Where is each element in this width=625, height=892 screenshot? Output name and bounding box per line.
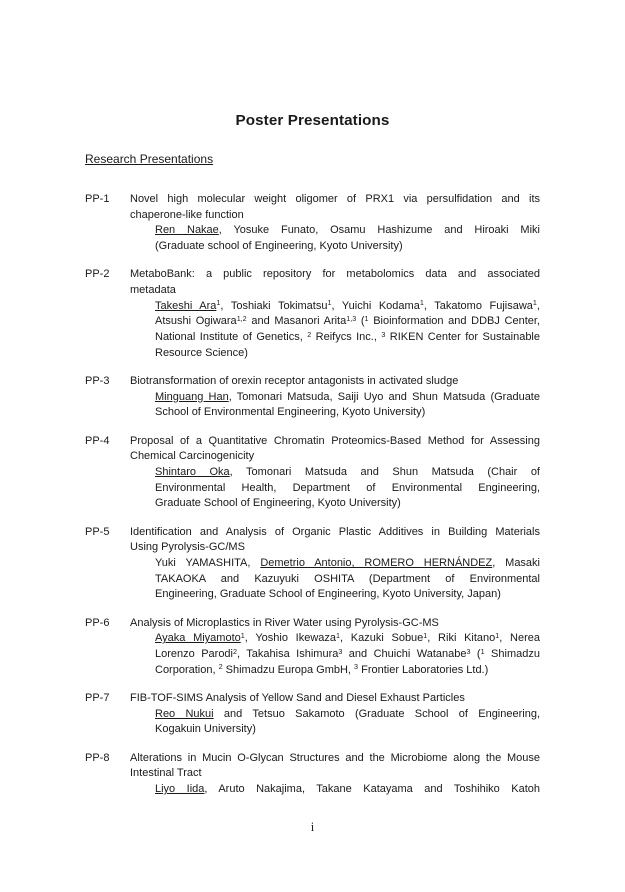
affiliation-superscript: 1 bbox=[495, 630, 500, 640]
text-segment: Resource Science) bbox=[155, 346, 248, 359]
presentation-entry bbox=[85, 374, 540, 421]
text-segment: , Yuichi Kodama bbox=[331, 299, 420, 312]
text-segment: Alterations in Mucin O-Glycan Structures and the Microbiome along the Mouse bbox=[130, 751, 540, 764]
presenter-name: Takeshi Ara bbox=[155, 299, 217, 312]
entry-author-line bbox=[155, 587, 540, 603]
presentation-body bbox=[130, 616, 540, 679]
text-segment: , Takahisa Ishimura bbox=[237, 648, 339, 661]
entry-title-line bbox=[130, 540, 540, 556]
affiliation-superscript: 3 bbox=[381, 329, 386, 339]
entry-author-line bbox=[155, 223, 540, 239]
text-segment: MetaboBank: a public repository for metabolomics data and associated bbox=[130, 268, 540, 281]
entry-author-line bbox=[155, 572, 540, 588]
presentation-id: PP-8 bbox=[85, 751, 110, 764]
page-number: i bbox=[310, 820, 315, 834]
presenter-name: Ren Nakae bbox=[155, 224, 219, 237]
text-segment: RIKEN Center for Sustainable bbox=[385, 331, 540, 344]
entry-title-line bbox=[130, 449, 540, 465]
affiliation-superscript: 1,2 bbox=[236, 313, 247, 323]
text-segment: Biotransformation of orexin receptor antagonists in activated sludge bbox=[130, 375, 459, 388]
text-segment: Shimadzu Europa GmbH, bbox=[222, 663, 355, 676]
text-segment: , Aruto Nakajima, Takane Katayama and Toshihiko Katoh bbox=[204, 783, 540, 795]
affiliation-superscript: 1 bbox=[419, 298, 424, 308]
affiliation-superscript: 1 bbox=[240, 630, 245, 640]
text-segment: Yuki YAMASHITA, bbox=[155, 557, 261, 570]
text-segment: Reifycs Inc., bbox=[311, 331, 382, 344]
text-segment: (Graduate school of Engineering, Kyoto University) bbox=[155, 240, 403, 253]
text-segment: Analysis of Microplastics in River Water using Pyrolysis-GC-MS bbox=[130, 616, 439, 629]
presentation-title bbox=[130, 434, 540, 465]
page-title: Poster Presentations bbox=[235, 112, 390, 129]
presentation-body bbox=[130, 374, 540, 421]
entry-author-line bbox=[155, 481, 540, 497]
entry-author-line bbox=[155, 647, 540, 663]
presentation-authors bbox=[155, 707, 540, 738]
entry-title-line bbox=[130, 208, 540, 224]
text-segment: and Tetsuo Sakamoto (Graduate School of Engineering, bbox=[213, 707, 541, 720]
text-segment: Bioinformation and DDBJ Center, bbox=[368, 315, 540, 328]
text-segment: School of Environmental Engineering, Kyoto University) bbox=[155, 406, 426, 419]
text-segment: chaperone-like function bbox=[130, 208, 244, 221]
affiliation-superscript: 3 bbox=[354, 662, 359, 672]
affiliation-superscript: 2 bbox=[218, 662, 223, 672]
entry-author-line bbox=[155, 314, 540, 330]
entry-author-line bbox=[155, 405, 540, 421]
presentation-authors bbox=[155, 223, 540, 254]
entry-title-line bbox=[130, 192, 540, 208]
presenter-name: Ayaka Miyamoto bbox=[155, 632, 241, 645]
text-segment: Shimadzu bbox=[484, 648, 540, 661]
text-segment: ( bbox=[356, 315, 365, 328]
text-segment: Atsushi Ogiwara bbox=[155, 315, 237, 328]
text-segment: metadata bbox=[130, 284, 176, 297]
presentation-entry bbox=[85, 616, 540, 679]
entry-author-line bbox=[155, 496, 540, 512]
text-segment: National Institute of Genetics, bbox=[155, 331, 308, 344]
presentation-id: PP-5 bbox=[85, 525, 110, 538]
text-segment: and Masanori Arita bbox=[246, 315, 347, 328]
text-segment: FIB-TOF-SIMS Analysis of Yellow Sand and Diesel Exhaust Particles bbox=[130, 691, 465, 704]
affiliation-superscript: 1 bbox=[327, 298, 332, 308]
presentation-title bbox=[130, 525, 540, 556]
affiliation-superscript: 1 bbox=[216, 298, 221, 308]
text-segment: Intestinal Tract bbox=[130, 767, 202, 780]
text-segment: , Takatomo Fujisawa bbox=[423, 299, 533, 312]
presentation-body bbox=[130, 434, 540, 513]
presenter-name: Minguang Han bbox=[155, 390, 229, 403]
presenter-name: Demetrio Antonio, ROMERO HERNÁNDEZ bbox=[260, 557, 493, 570]
text-segment: ( bbox=[470, 648, 481, 661]
entry-author-line bbox=[155, 631, 540, 647]
presenter-name: Shintaro Oka bbox=[155, 466, 230, 479]
presentation-title bbox=[130, 374, 540, 390]
affiliation-superscript: 1 bbox=[364, 313, 369, 323]
presentation-title bbox=[130, 192, 540, 223]
presentation-authors bbox=[155, 556, 540, 603]
presentation-authors bbox=[155, 390, 540, 421]
presentation-id: PP-2 bbox=[85, 268, 110, 281]
presentation-body bbox=[130, 192, 540, 255]
affiliation-superscript: 2 bbox=[307, 329, 312, 339]
entry-title-line bbox=[130, 751, 540, 767]
entry-title-line bbox=[130, 374, 540, 390]
presentation-id: PP-3 bbox=[85, 375, 110, 388]
entry-title-line bbox=[130, 434, 540, 450]
affiliation-superscript: 1 bbox=[423, 630, 428, 640]
entry-title-line bbox=[130, 267, 540, 283]
text-segment: , Yosuke Funato, Osamu Hashizume and Hiroaki Miki bbox=[218, 224, 540, 237]
presentation-authors bbox=[155, 465, 540, 512]
presentation-entry bbox=[85, 192, 540, 255]
text-segment: , Nerea bbox=[499, 632, 540, 645]
text-segment: , Toshiaki Tokimatsu bbox=[220, 299, 328, 312]
entry-author-line bbox=[155, 707, 540, 723]
presentation-id: PP-4 bbox=[85, 434, 110, 447]
entry-author-line bbox=[155, 722, 540, 738]
text-segment: Novel high molecular weight oligomer of PRX1 via persulfidation and its bbox=[130, 193, 540, 205]
text-segment: Using Pyrolysis-GC/MS bbox=[130, 541, 245, 554]
presentation-body bbox=[130, 691, 540, 738]
entry-author-line bbox=[155, 299, 540, 315]
text-segment: , Tomonari Matsuda and Shun Matsuda (Chair of bbox=[229, 466, 540, 479]
text-segment: Engineering, Graduate School of Engineering, Kyoto University, Japan) bbox=[155, 588, 501, 601]
text-segment: Corporation, bbox=[155, 663, 219, 676]
presentation-entry bbox=[85, 525, 540, 604]
affiliation-superscript: 3 bbox=[466, 646, 471, 656]
text-segment: , Kazuki Sobue bbox=[340, 632, 424, 645]
affiliation-superscript: 1 bbox=[480, 646, 485, 656]
presentation-title bbox=[130, 267, 540, 298]
presentation-title bbox=[130, 751, 540, 782]
text-segment: , Yoshio Ikewaza bbox=[244, 632, 337, 645]
presentation-authors bbox=[155, 299, 540, 362]
text-segment: Kogakuin University) bbox=[155, 723, 256, 736]
text-segment: , Masaki bbox=[492, 557, 540, 570]
entry-author-line bbox=[155, 390, 540, 406]
text-segment: Proposal of a Quantitative Chromatin Proteomics-Based Method for Assessing bbox=[130, 434, 540, 447]
affiliation-superscript: 1 bbox=[336, 630, 341, 640]
presentation-entry bbox=[85, 434, 540, 513]
affiliation-superscript: 1,3 bbox=[346, 313, 357, 323]
presentation-id: PP-6 bbox=[85, 616, 110, 629]
text-segment: , Riki Kitano bbox=[427, 632, 496, 645]
entry-title-line bbox=[130, 283, 540, 299]
text-segment: TAKAOKA and Kazuyuki OSHITA (Department of Environmental bbox=[155, 572, 540, 585]
text-segment: Identification and Analysis of Organic Plastic Additives in Building Materials bbox=[130, 525, 540, 538]
affiliation-superscript: 1 bbox=[532, 298, 537, 308]
entry-title-line bbox=[130, 766, 540, 782]
entry-author-line bbox=[155, 663, 540, 679]
presenter-name: Reo Nukui bbox=[155, 707, 214, 720]
entry-author-line bbox=[155, 330, 540, 346]
presentation-id: PP-7 bbox=[85, 691, 110, 704]
affiliation-superscript: 2 bbox=[233, 646, 237, 656]
entry-title-line bbox=[130, 616, 540, 632]
presentation-list bbox=[85, 192, 540, 798]
presentation-id: PP-1 bbox=[85, 193, 110, 205]
text-segment: , bbox=[536, 299, 540, 312]
presentation-title bbox=[130, 691, 540, 707]
text-segment: Chemical Carcinogenicity bbox=[130, 450, 255, 463]
text-segment: Lorenzo Parodi bbox=[155, 648, 233, 661]
affiliation-superscript: 3 bbox=[338, 646, 343, 656]
entry-title-line bbox=[130, 691, 540, 707]
entry-author-line bbox=[155, 239, 540, 255]
presentation-body bbox=[130, 751, 540, 798]
presentation-entry bbox=[85, 267, 540, 361]
entry-author-line bbox=[155, 346, 540, 362]
section-heading: Research Presentations bbox=[85, 152, 214, 166]
entry-author-line bbox=[155, 465, 540, 481]
presentation-title bbox=[130, 616, 540, 632]
entry-author-line bbox=[155, 556, 540, 572]
text-segment: Graduate School of Engineering, Kyoto University) bbox=[155, 497, 401, 510]
text-segment: , Tomonari Matsuda, Saiji Uyo and Shun Matsuda (Graduate bbox=[228, 390, 540, 403]
text-segment: and Chuichi Watanabe bbox=[342, 648, 467, 661]
text-segment: Environmental Health, Department of Environmental Engineering, bbox=[155, 481, 540, 494]
entry-author-line bbox=[155, 782, 540, 798]
presentation-body bbox=[130, 267, 540, 361]
presentation-authors bbox=[155, 631, 540, 678]
presentation-entry bbox=[85, 691, 540, 738]
text-segment: Frontier Laboratories Ltd.) bbox=[358, 663, 489, 676]
entry-title-line bbox=[130, 525, 540, 541]
presentation-entry bbox=[85, 751, 540, 798]
presentation-authors bbox=[155, 782, 540, 798]
presenter-name: Liyo Iida bbox=[155, 783, 205, 795]
presentation-body bbox=[130, 525, 540, 604]
